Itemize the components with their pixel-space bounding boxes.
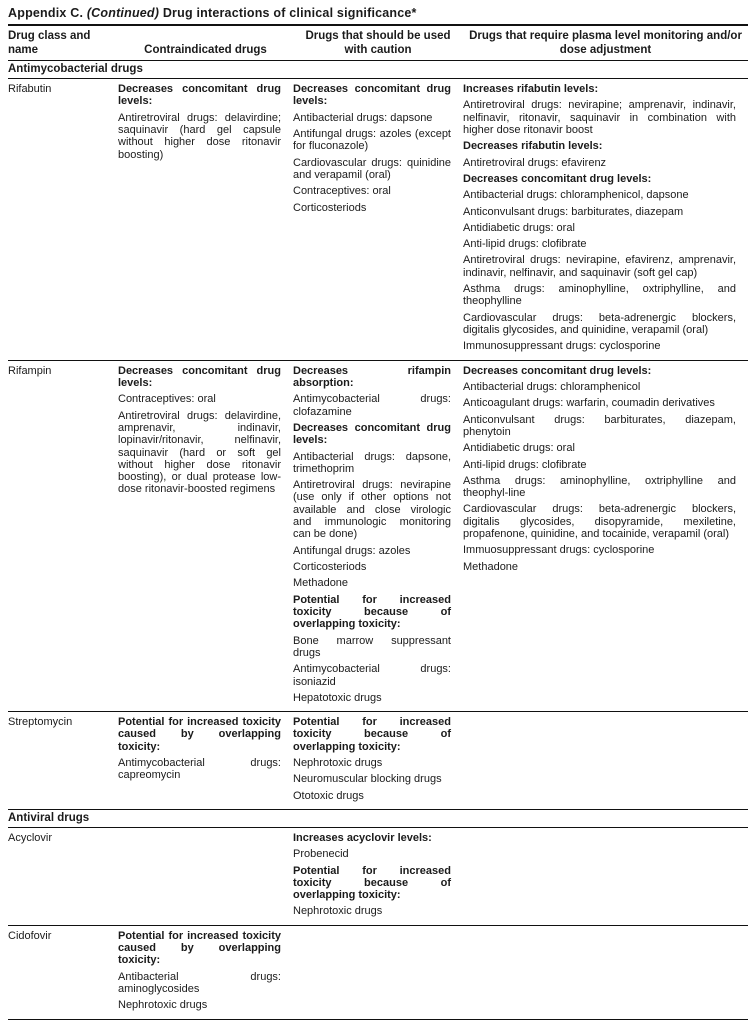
cell-contraindicated: [118, 360, 293, 712]
interaction-heading: Decreases concomitant drug levels:: [463, 172, 652, 185]
drug-name: Rifabutin: [8, 83, 52, 95]
interaction-item: Anticonvulsant drugs: barbiturates, diazepam: [463, 205, 684, 218]
interaction-heading: Decreases concomitant drug levels:: [118, 83, 281, 108]
interaction-item: Immunosuppressant drugs: cyclosporine: [463, 340, 661, 353]
table-header-row: [8, 26, 748, 61]
interaction-item: Corticosteriods: [293, 561, 367, 573]
cell-monitoring: [463, 925, 748, 1019]
interaction-item: Anticonvulsant drugs: barbiturates, diazepam, phenytoin: [463, 413, 736, 438]
interaction-item: Hepatotoxic drugs: [293, 691, 382, 704]
interaction-item: Probenecid: [293, 848, 349, 861]
interaction-heading: Increases rifabutin levels:: [463, 83, 599, 95]
interaction-item: Neuromuscular blocking drugs: [293, 773, 442, 786]
interaction-item: Cardiovascular drugs: quinidine and verapamil (oral): [293, 156, 451, 181]
title-appendix-label: Appendix C.: [8, 6, 84, 20]
interaction-item: Antiretroviral drugs: nevirapine; amprenavir, indinavir, nelfinavir, ritonavir, saquinavir in combination with higher dose ritonavir boost: [463, 99, 736, 136]
drug-name: Acyclovir: [8, 831, 53, 844]
interaction-item: Asthma drugs: aminophylline, oxtriphylline, and theophylline: [463, 283, 736, 308]
interaction-heading: Potential for increased toxicity caused by overlapping toxicity:: [118, 716, 281, 753]
interaction-item: Asthma drugs: aminophylline, oxtriphylline and theophyl-line: [463, 474, 736, 500]
interaction-item: Antidiabetic drugs: oral: [463, 221, 575, 234]
interaction-item: Antiretroviral drugs: delavirdine, amprenavir, indinavir, lopinavir/ritonavir, nelfinavir, saquinavir (hard or soft gel without higher dose ritonavir boosting), or dual protease low-dose ritonavir-boosted regimens: [118, 409, 281, 496]
interaction-item: Immuosuppressant drugs: cyclosporine: [463, 544, 655, 557]
section-row: [8, 810, 748, 828]
cell-contraindicated: [118, 827, 293, 925]
interaction-heading: Decreases concomitant drug levels:: [293, 83, 451, 108]
interaction-heading: Potential for increased toxicity because of overlapping toxicity:: [293, 864, 451, 902]
interaction-heading: Potential for increased toxicity because of overlapping toxicity:: [293, 716, 451, 753]
interaction-heading: Potential for increased toxicity caused by overlapping toxicity:: [118, 929, 281, 967]
interaction-item: Antiretroviral drugs: efavirenz: [463, 156, 607, 169]
interaction-item: Antibacterial drugs: dapsone: [293, 111, 433, 124]
cell-monitoring: [463, 360, 748, 712]
cell-caution: [293, 712, 463, 810]
drug-row: [8, 827, 748, 925]
interaction-item: Contraceptives: oral: [118, 393, 216, 406]
cell-monitoring: [463, 712, 748, 810]
drug-name: Streptomycin: [8, 716, 73, 729]
drug-name: Rifampin: [8, 364, 52, 377]
interaction-item: Antimycobacterial drugs: isoniazid: [293, 663, 451, 688]
drug-row: [8, 79, 748, 361]
interaction-item: Antibacterial drugs: chloramphenicol: [463, 380, 641, 393]
interaction-heading: Decreases concomitant drug levels:: [118, 364, 281, 389]
interaction-item: Anti-lipid drugs: clofibrate: [463, 238, 587, 251]
interaction-heading: Potential for increased toxicity because of overlapping toxicity:: [293, 593, 451, 631]
interaction-heading: Decreases rifabutin levels:: [463, 140, 603, 153]
col-header-monitoring: Drugs that require plasma level monitoring and/or dose adjustment: [463, 26, 748, 61]
cell-contraindicated: [118, 712, 293, 810]
cell-caution: [293, 925, 463, 1019]
drug-name: Cidofovir: [8, 929, 52, 942]
interaction-item: Antifungal drugs: azoles (except for fluconazole): [293, 127, 451, 153]
interaction-heading: Decreases rifampin absorption:: [293, 364, 451, 389]
title-text: Drug interactions of clinical significance*: [162, 6, 417, 20]
interaction-item: Corticosteriods: [293, 201, 367, 214]
cell-monitoring: [463, 79, 748, 361]
section-label: Antiviral drugs: [8, 810, 748, 828]
cell-monitoring: [463, 827, 748, 925]
interaction-item: Antimycobacterial drugs: capreomycin: [118, 757, 281, 782]
interaction-item: Antimycobacterial drugs: clofazamine: [293, 393, 451, 418]
interaction-item: Antiretroviral drugs: delavirdine; saquinavir (hard gel capsule without higher dose ritonavir boosting): [118, 111, 281, 161]
col-header-contraindicated: Contraindicated drugs: [118, 26, 293, 61]
interaction-item: Antibacterial drugs: aminoglycosides: [118, 970, 281, 995]
interaction-item: Antiretroviral drugs: nevirapine (use only if other options not available and close virologic and immunologic monitoring can be done): [293, 479, 451, 541]
page-title: [8, 6, 748, 26]
cell-caution: [293, 360, 463, 712]
col-header-drug-class: Drug class and name: [8, 26, 118, 61]
col-header-caution: Drugs that should be used with caution: [293, 26, 463, 61]
cell-caution: [293, 79, 463, 361]
section-row: [8, 61, 748, 79]
interaction-item: Anti-lipid drugs: clofibrate: [463, 458, 587, 471]
table-body: [8, 61, 748, 1020]
interaction-item: Methadone: [293, 577, 349, 590]
interaction-item: Antiretroviral drugs: nevirapine, efavirenz, amprenavir, indinavir, nelfinavir, and saquinavir (soft gel cap): [463, 254, 736, 279]
interaction-item: Bone marrow suppressant drugs: [293, 634, 451, 659]
drug-interactions-table: [8, 26, 748, 1020]
interaction-heading: Decreases concomitant drug levels:: [293, 421, 451, 447]
interaction-item: Antibacterial drugs: dapsone, trimethoprim: [293, 450, 451, 475]
interaction-heading: Decreases concomitant drug levels:: [463, 364, 652, 377]
interaction-item: Ototoxic drugs: [293, 789, 364, 802]
interaction-item: Nephrotoxic drugs: [118, 999, 208, 1012]
interaction-item: Contraceptives: oral: [293, 185, 391, 198]
interaction-heading: Increases acyclovir levels:: [293, 831, 432, 844]
table-header: [8, 26, 748, 61]
drug-row: [8, 712, 748, 810]
cell-caution: [293, 827, 463, 925]
interaction-item: Antidiabetic drugs: oral: [463, 442, 575, 455]
cell-contraindicated: [118, 925, 293, 1019]
interaction-item: Nephrotoxic drugs: [293, 905, 383, 918]
drug-row: [8, 360, 748, 712]
interaction-item: Antifungal drugs: azoles: [293, 544, 411, 557]
interaction-item: Cardiovascular drugs: beta-adrenergic blockers, digitalis glycosides, and quinidine, verapamil (oral): [463, 311, 736, 336]
interaction-item: Cardiovascular drugs: beta-adrenergic blockers, digitalis glycosides, disopyramide, mexiletine, propafenone, quinidine, and tocainide, verapamil (oral): [463, 503, 736, 541]
drug-row: [8, 925, 748, 1019]
interaction-item: Anticoagulant drugs: warfarin, coumadin derivatives: [463, 397, 715, 410]
cell-contraindicated: [118, 79, 293, 361]
interaction-item: Antibacterial drugs: chloramphenicol, dapsone: [463, 189, 689, 202]
section-label: Antimycobacterial drugs: [8, 61, 748, 79]
interaction-item: Nephrotoxic drugs: [293, 757, 383, 770]
title-continued-label: (Continued): [86, 6, 160, 20]
interaction-item: Methadone: [463, 560, 519, 573]
